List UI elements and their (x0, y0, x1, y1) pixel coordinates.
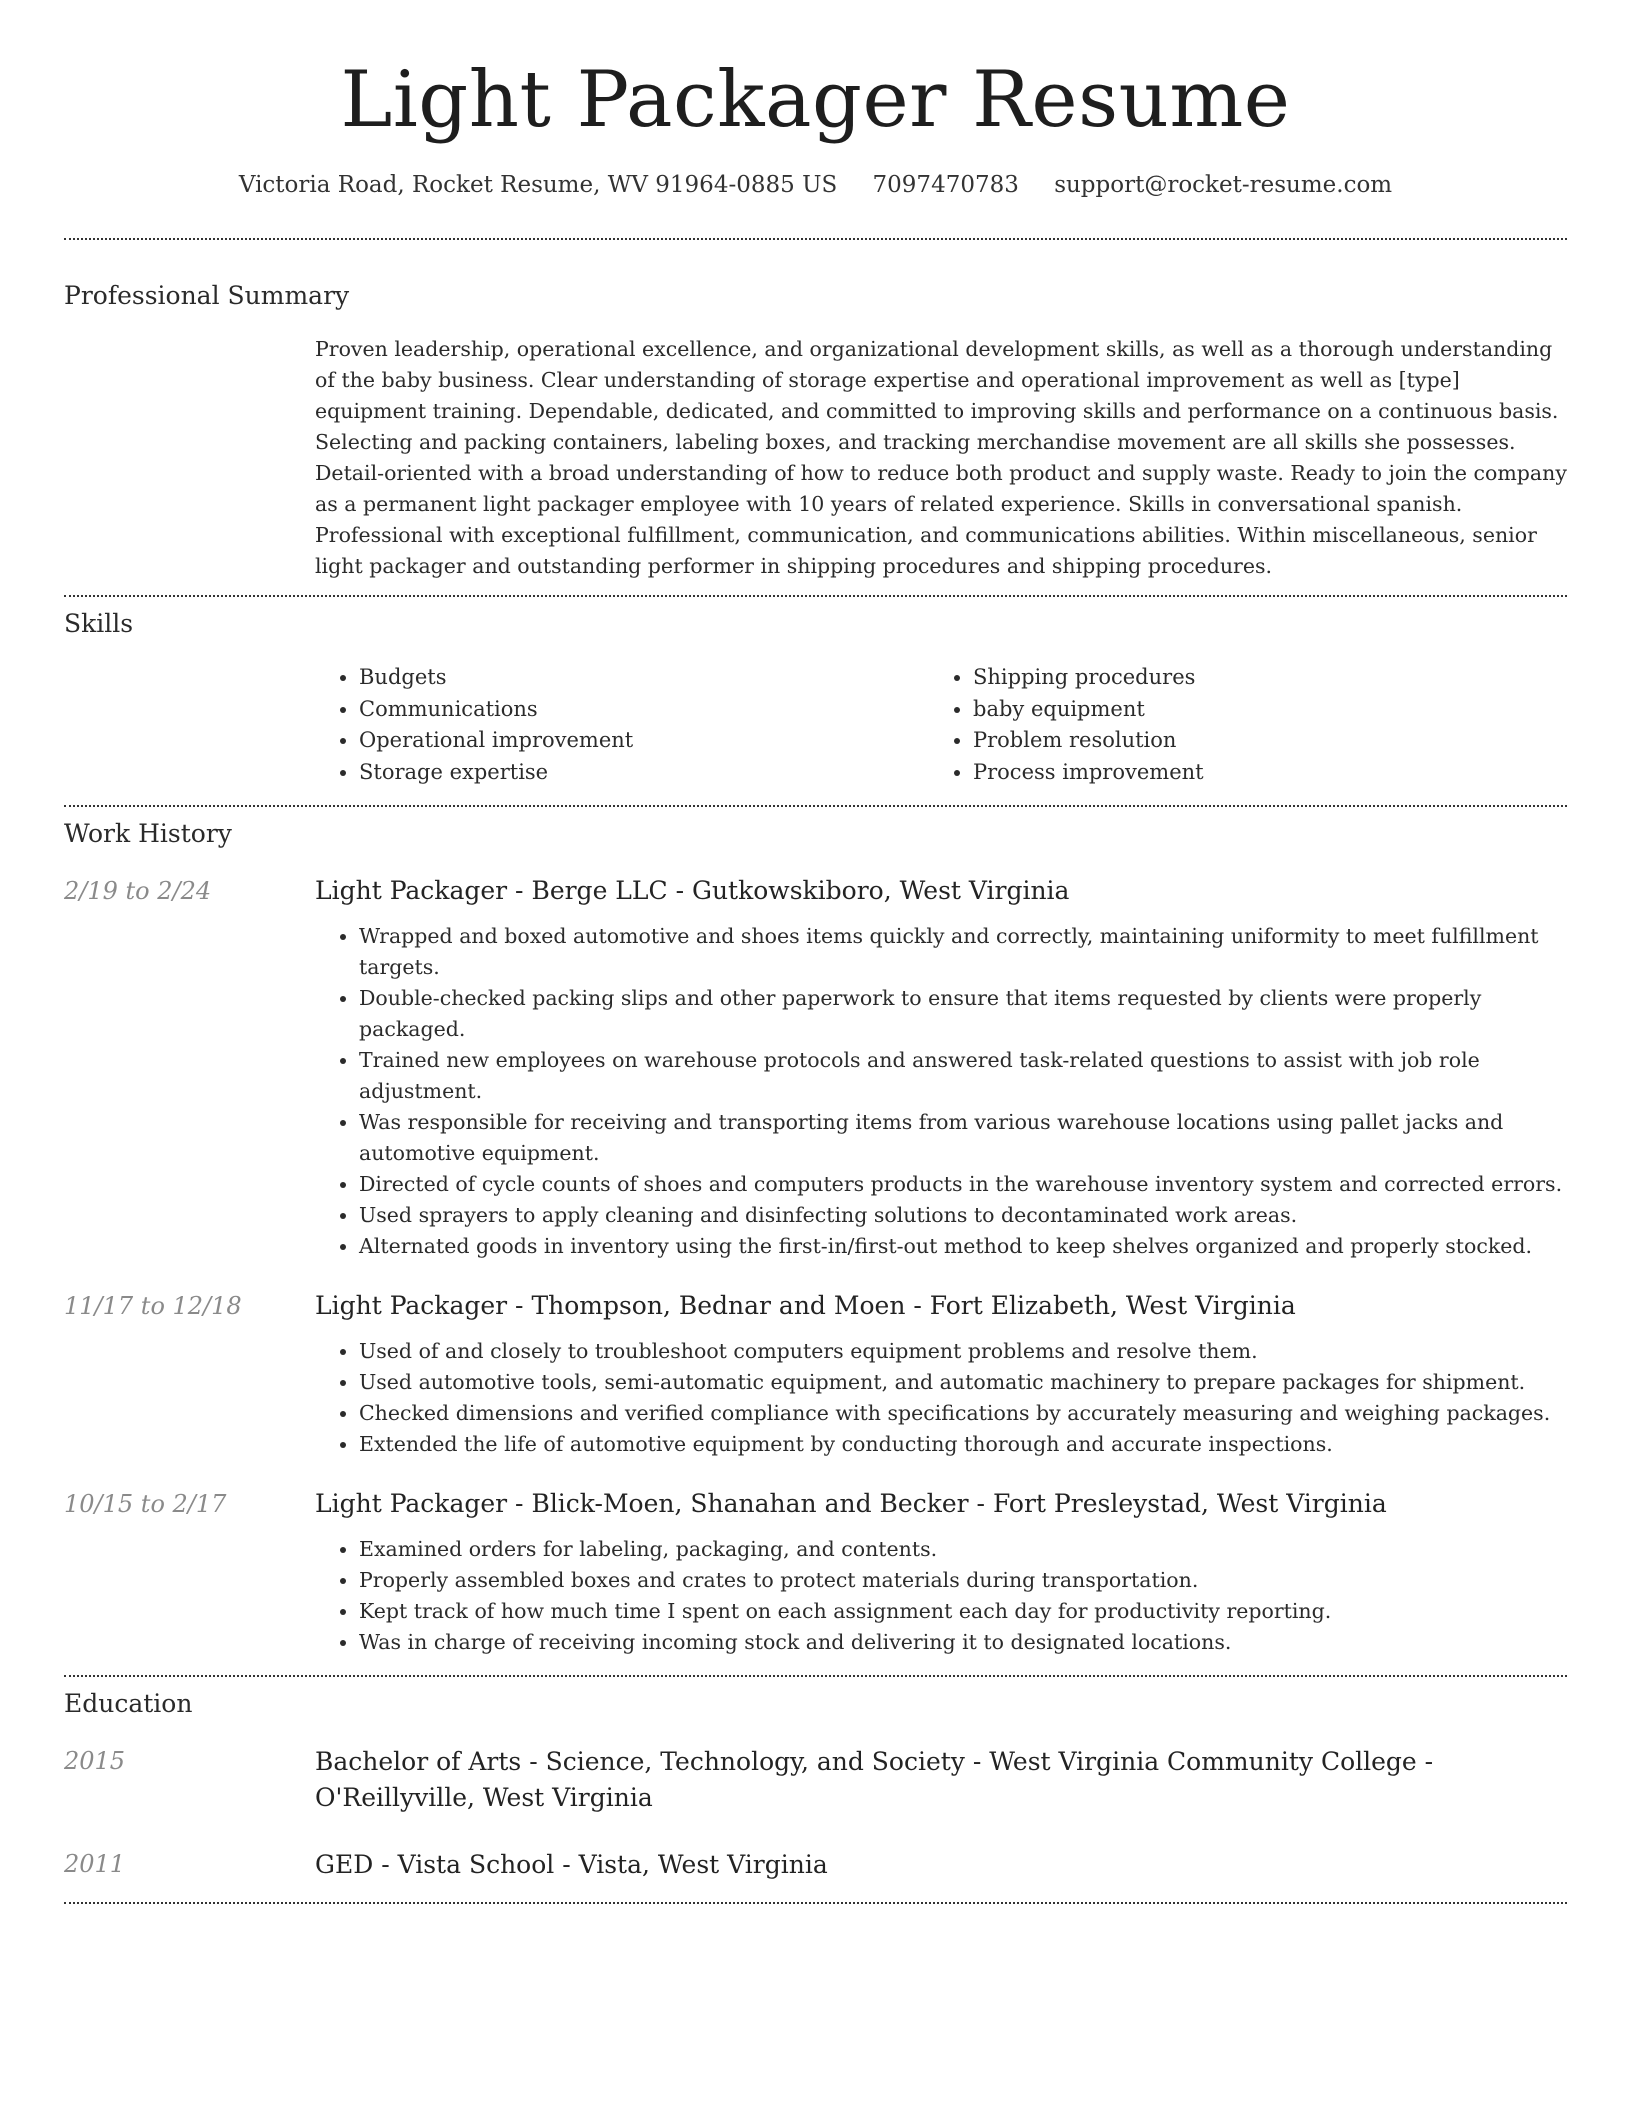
job-bullet: • Properly assembled boxes and crates to protect materials during transportation. (359, 1565, 1567, 1596)
job-entry (64, 1487, 1567, 1658)
job-bullet: • Extended the life of automotive equipment by conducting thorough and accurate inspections. (359, 1429, 1567, 1460)
resume-title: Light Packager Resume (340, 55, 1291, 145)
skill-item: • Operational improvement (359, 725, 929, 757)
job-bullet: • Directed of cycle counts of shoes and computers products in the warehouse inventory system and corrected errors. (359, 1169, 1567, 1200)
skills-section (64, 597, 1567, 788)
skill-item: • Budgets (359, 662, 929, 694)
job-bullet: • Used sprayers to apply cleaning and disinfecting solutions to decontaminated work areas. (359, 1200, 1567, 1231)
resume-page (64, 0, 1567, 1904)
work-history-section (64, 807, 1567, 1658)
education-title: Bachelor of Arts - Science, Technology, and Society - West Virginia Community College - O'Reillyville, West Virginia (315, 1747, 1434, 1812)
summary-heading: Professional Summary (64, 281, 350, 310)
job-dates: 10/15 to 2/17 (64, 1490, 227, 1518)
job-title: Light Packager - Blick-Moen, Shanahan and Becker - Fort Presleystad, West Virginia (315, 1489, 1387, 1518)
skill-item: • Communications (359, 694, 929, 726)
job-bullet: • Alternated goods in inventory using the first-in/first-out method to keep shelves organized and properly stocked. (359, 1231, 1567, 1262)
job-bullet: • Used automotive tools, semi-automatic equipment, and automatic machinery to prepare packages for shipment. (359, 1367, 1567, 1398)
job-entry (64, 874, 1567, 1262)
skill-item: • Storage expertise (359, 757, 929, 789)
job-bullet: • Was responsible for receiving and transporting items from various warehouse locations using pallet jacks and automotive equipment. (359, 1107, 1567, 1169)
skills-list (315, 662, 1567, 788)
education-year: 2015 (64, 1747, 126, 1775)
skills-column-right (929, 662, 1543, 788)
skills-heading: Skills (64, 609, 134, 638)
job-bullet: • Examined orders for labeling, packaging, and contents. (359, 1534, 1567, 1565)
job-title: Light Packager - Berge LLC - Gutkowskiboro, West Virginia (315, 876, 1070, 905)
job-bullets (315, 921, 1567, 1262)
education-heading: Education (64, 1689, 193, 1718)
summary-text: Proven leadership, operational excellence, and organizational development skills, as well as a thorough understanding of the baby business. Clear understanding of storage expertise and operational improvement as well as [type] equipment training. Dependable, dedicated, and committed to improving skills and performance on a continuous basis. Selecting and packing containers, labeling boxes, and tracking merchandise movement are all skills she possesses. Detail-oriented with a broad understanding of how to reduce both product and supply waste. Ready to join the company as a permanent light packager employee with 10 years of related experience. Skills in conversational spanish. Professional with exceptional fulfillment, communication, and communications abilities. Within miscellaneous, senior light packager and outstanding performer in shipping procedures and shipping procedures. (315, 337, 1567, 578)
job-bullets (315, 1336, 1567, 1460)
job-bullet: • Trained new employees on warehouse protocols and answered task-related questions to assist with job role adjustment. (359, 1045, 1567, 1107)
summary-section (64, 240, 1567, 582)
job-title: Light Packager - Thompson, Bednar and Moen - Fort Elizabeth, West Virginia (315, 1291, 1296, 1320)
job-bullets (315, 1534, 1567, 1658)
job-bullet: • Used of and closely to troubleshoot computers equipment problems and resolve them. (359, 1336, 1567, 1367)
education-title: GED - Vista School - Vista, West Virginia (315, 1850, 828, 1879)
skill-item: • baby equipment (973, 694, 1543, 726)
contact-phone: 7097470783 (872, 172, 1019, 198)
job-dates: 2/19 to 2/24 (64, 877, 212, 905)
job-bullet: • Double-checked packing slips and other paperwork to ensure that items requested by clients were properly packaged. (359, 983, 1567, 1045)
contact-line (64, 170, 1567, 200)
skill-item: • Problem resolution (973, 725, 1543, 757)
education-entry (64, 1847, 1567, 1883)
resume-header (64, 0, 1567, 200)
skill-item: • Process improvement (973, 757, 1543, 789)
job-bullet: • Wrapped and boxed automotive and shoes items quickly and correctly, maintaining uniformity to meet fulfillment targets. (359, 921, 1567, 983)
section-divider (64, 1902, 1567, 1904)
skills-column-left (315, 662, 929, 788)
contact-email: support@rocket-resume.com (1054, 172, 1393, 198)
job-entry (64, 1289, 1567, 1460)
job-dates: 11/17 to 12/18 (64, 1292, 242, 1320)
contact-address: Victoria Road, Rocket Resume, WV 91964-0885 US (238, 172, 838, 198)
job-bullet: • Was in charge of receiving incoming stock and delivering it to designated locations. (359, 1627, 1567, 1658)
education-entry (64, 1744, 1567, 1816)
education-section (64, 1677, 1567, 1883)
job-bullet: • Kept track of how much time I spent on each assignment each day for productivity reporting. (359, 1596, 1567, 1627)
work-history-heading: Work History (64, 819, 232, 848)
job-bullet: • Checked dimensions and verified compliance with specifications by accurately measuring and weighing packages. (359, 1398, 1567, 1429)
skill-item: • Shipping procedures (973, 662, 1543, 694)
education-year: 2011 (64, 1850, 126, 1878)
